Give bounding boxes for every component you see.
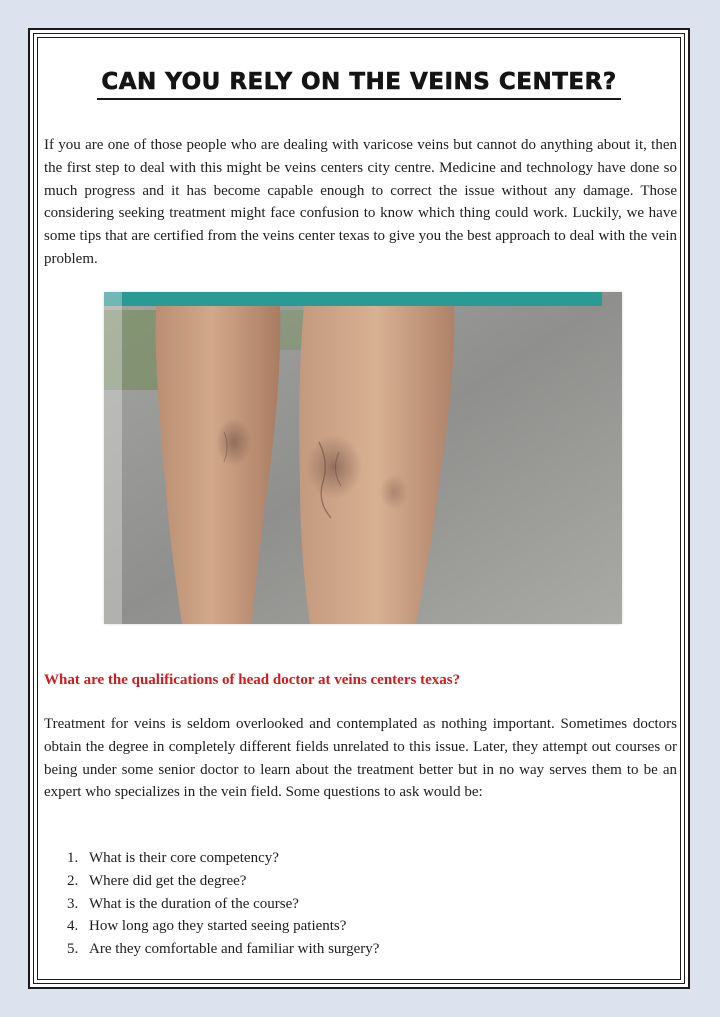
document-page — [28, 28, 690, 989]
list-item-number: 1. — [67, 850, 79, 866]
list-item-number: 4. — [67, 918, 79, 935]
questions-list — [44, 847, 379, 961]
body-paragraph: Treatment for veins is seldom overlooked and contemplated as nothing important. Sometimes doctors obtain the degree in completely different fields unrelated to this issue. Later, they attempt out courses or being under some senior doctor to learn about the treatment better but in no way serves them to be an expert who specializes in the vein field. Some questions to ask would be: — [44, 716, 677, 801]
list-item-text: What is the duration of the course? — [89, 895, 299, 912]
list-item-text: How long ago they started seeing patients? — [89, 918, 347, 935]
list-item-text: Are they comfortable and familiar with surgery? — [89, 941, 380, 958]
list-item — [44, 847, 379, 870]
document-title-wrap — [30, 60, 688, 100]
list-item-number: 3. — [67, 895, 79, 912]
varicose-veins-photo — [104, 292, 622, 624]
intro-paragraph: If you are one of those people who are dealing with varicose veins but cannot do anything about it, then the first step to deal with this might be veins centers city centre. Medicine and technology have done so much progress and it has become capable enough to correct the issue without any damage. Those considering seeking treatment might face confusion to know which thing could work. Luckily, we have some tips that are certified from the veins center texas to give you the best approach to deal with the vein problem. — [44, 137, 677, 267]
list-item — [44, 870, 379, 893]
list-item-number: 5. — [67, 941, 79, 958]
list-item-text: What is their core competency? — [89, 850, 279, 866]
list-item — [44, 893, 379, 916]
list-item-text: Where did get the degree? — [89, 872, 247, 889]
section-subheading: What are the qualifications of head doctor at veins centers texas? — [44, 672, 461, 688]
document-title: CAN YOU RELY ON THE VEINS CENTER? — [97, 68, 620, 100]
list-item — [44, 938, 379, 961]
list-item — [44, 915, 379, 938]
list-item-number: 2. — [67, 872, 79, 889]
